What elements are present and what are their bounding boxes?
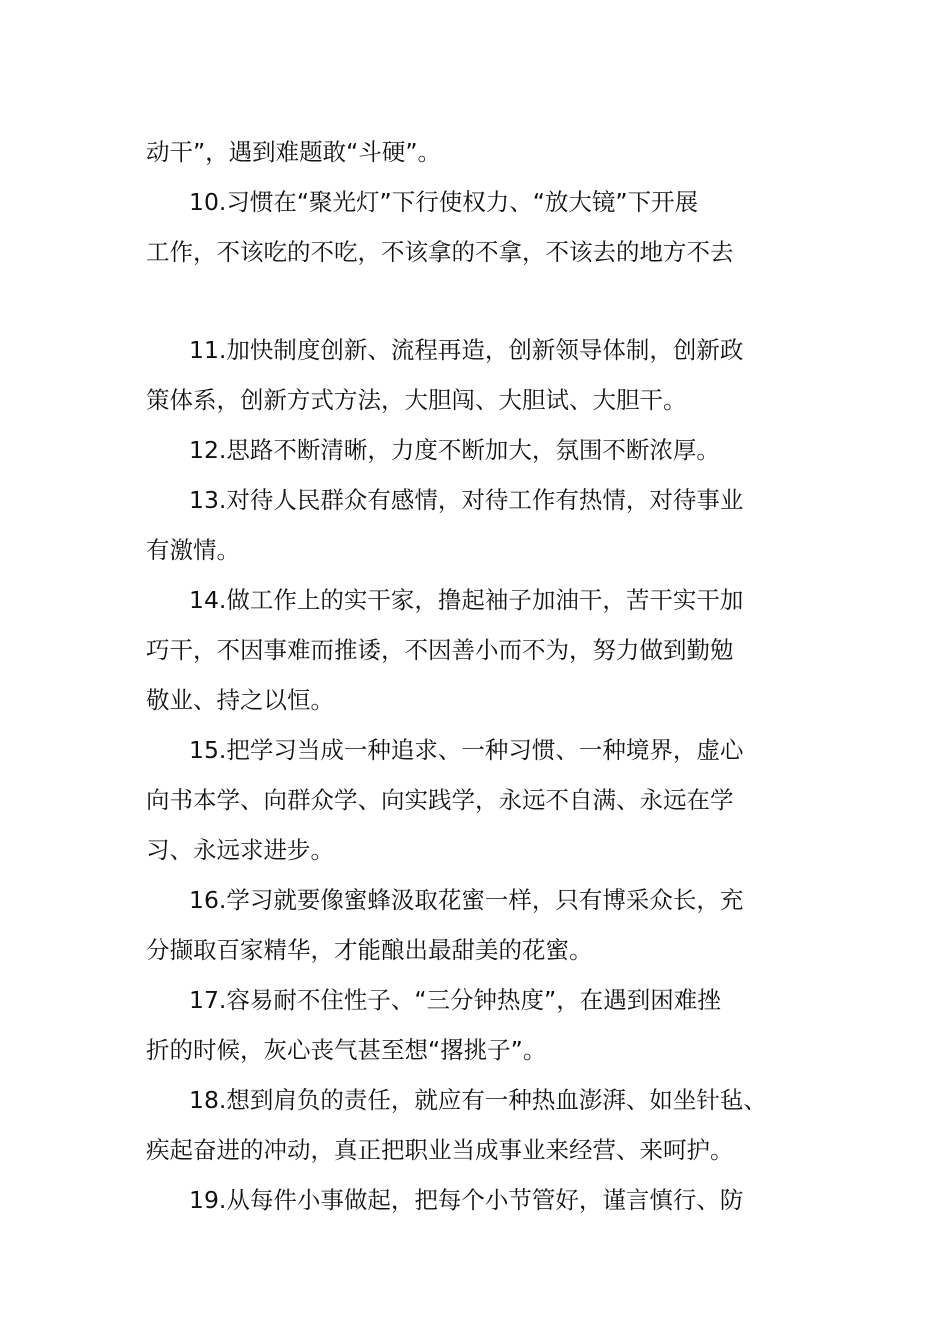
text-line: 工作，不该吃的不吃，不该拿的不拿，不该去的地方不去 (146, 238, 734, 266)
text-line: 15.把学习当成一种追求、一种习惯、一种境界，虚心 (189, 736, 744, 764)
text-line: 疾起奋进的冲动，真正把职业当成事业来经营、来呵护。 (146, 1136, 734, 1164)
text-line: 18.想到肩负的责任，就应有一种热血澎湃、如坐针毡、 (189, 1086, 767, 1114)
text-line: 巧干，不因事难而推诿，不因善小而不为，努力做到勤勉 (146, 636, 734, 664)
text-line: 折的时候，灰心丧气甚至想“撂挑子”。 (146, 1036, 547, 1064)
text-line: 13.对待人民群众有感情，对待工作有热情，对待事业 (189, 486, 744, 514)
text-line: 16.学习就要像蜜蜂汲取花蜜一样，只有博采众长，充 (189, 886, 744, 914)
text-line: 14.做工作上的实干家，撸起袖子加油干，苦干实干加 (189, 586, 744, 614)
text-line: 习、永远求进步。 (146, 836, 334, 864)
text-line: 动干”，遇到难题敢“斗硬”。 (146, 138, 442, 166)
text-line: 17.容易耐不住性子、“三分钟热度”，在遇到困难挫 (189, 986, 721, 1014)
text-line: 向书本学、向群众学、向实践学，永远不自满、永远在学 (146, 786, 734, 814)
text-line: 敬业、持之以恒。 (146, 686, 334, 714)
text-line: 19.从每件小事做起，把每个小节管好，谨言慎行、防 (189, 1186, 744, 1214)
text-line: 10.习惯在“聚光灯”下行使权力、“放大镜”下开展 (189, 188, 699, 216)
text-line: 12.思路不断清晰，力度不断加大，氛围不断浓厚。 (189, 436, 720, 464)
text-line: 分撷取百家精华，才能酿出最甜美的花蜜。 (146, 936, 593, 964)
text-line: 有激情。 (146, 536, 240, 564)
text-line: 策体系，创新方式方法，大胆闯、大胆试、大胆干。 (146, 386, 687, 414)
text-line: 11.加快制度创新、流程再造，创新领导体制，创新政 (189, 336, 744, 364)
